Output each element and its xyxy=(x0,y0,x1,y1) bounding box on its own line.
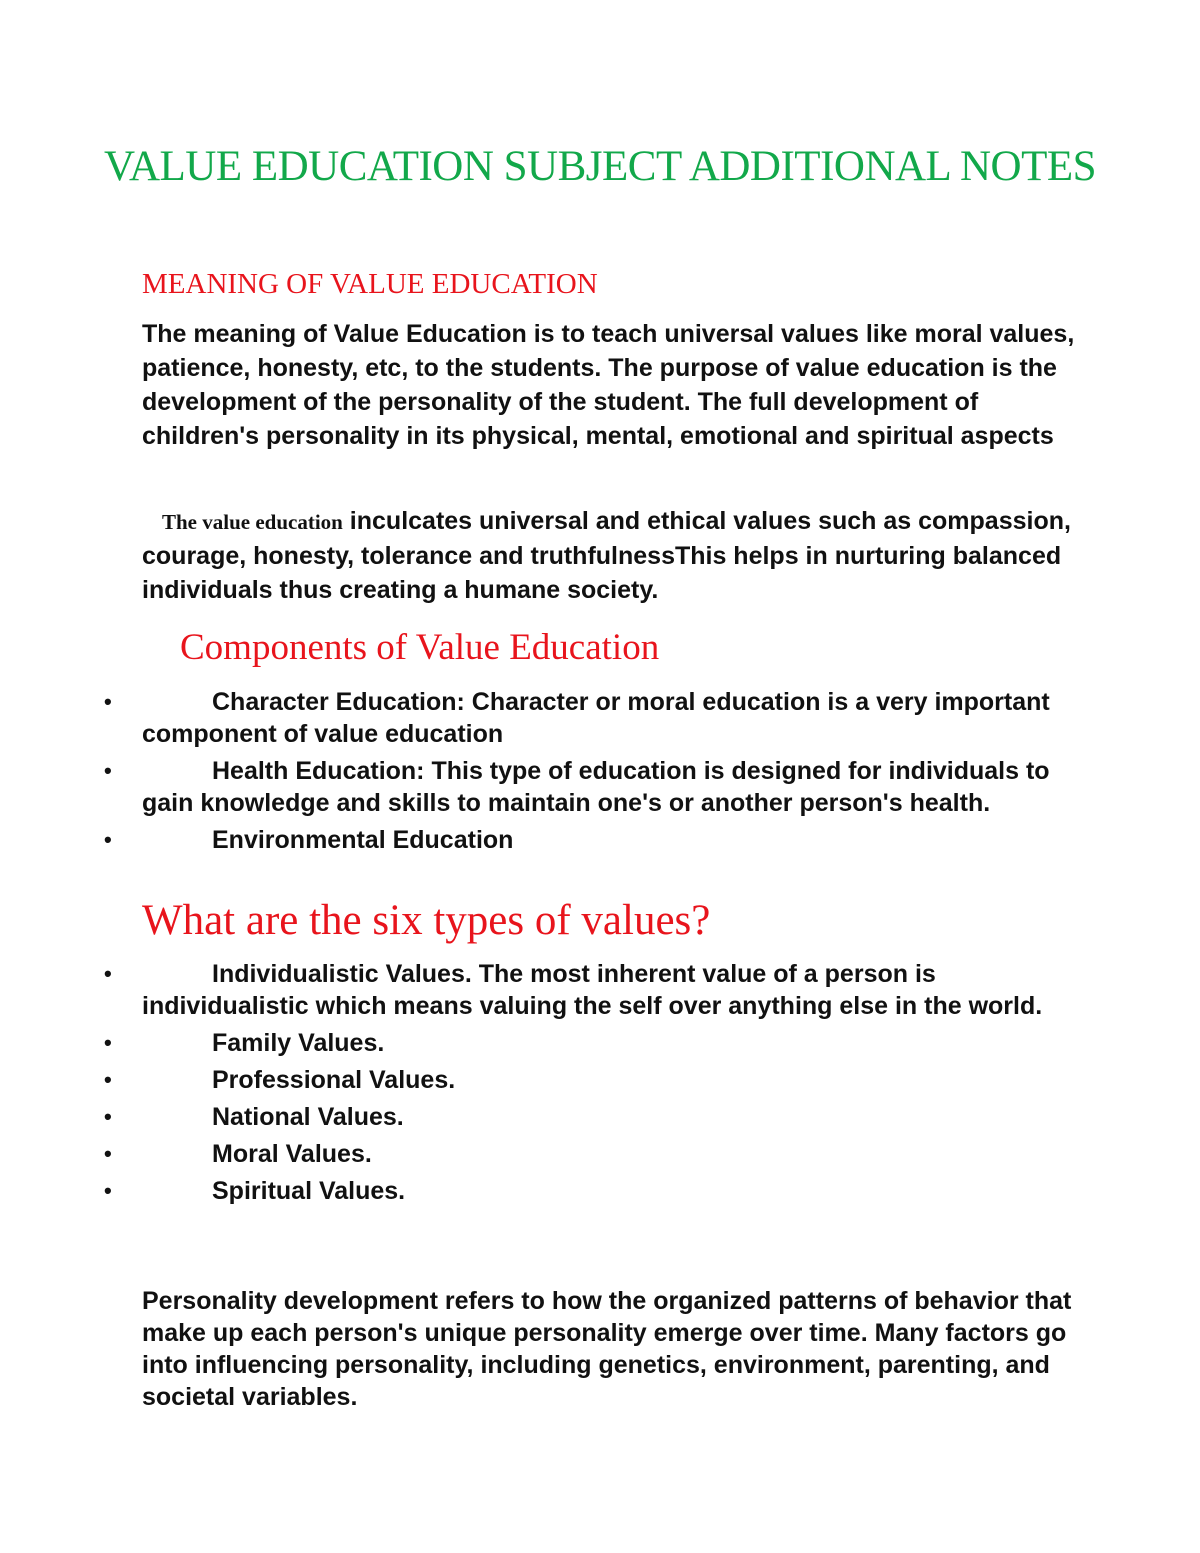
list-item-text: Family Values. xyxy=(212,1029,385,1057)
list-item-text: Spiritual Values. xyxy=(212,1177,406,1205)
list-item-text: Health Education: This type of education is designed for individuals to gain knowledge and skills to maintain one's or another person's health. xyxy=(142,757,1050,817)
personality-paragraph: Personality development refers to how the organized patterns of behavior that make up each person's unique personality emerge over time. Many factors go into influencing personality, including genetics, environment, parenting, and societal variables. xyxy=(142,1287,1072,1411)
value-education-paragraph xyxy=(142,504,1082,607)
list-item xyxy=(0,958,1100,1022)
list-item xyxy=(0,1175,1100,1207)
list-item-text: Professional Values. xyxy=(212,1066,456,1094)
list-item xyxy=(0,1138,1100,1170)
list-item-text: Individualistic Values. The most inherent value of a person is individualistic which means valuing the self over anything else in the world. xyxy=(142,960,1043,1020)
list-item xyxy=(0,755,1100,819)
list-item xyxy=(0,824,1100,856)
meaning-paragraph: The meaning of Value Education is to teach universal values like moral values, patience, honesty, etc, to the students. The purpose of value education is the development of the personality of the student. The full development of children's personality in its physical, mental, emotional and spiritual aspects xyxy=(142,320,1075,450)
list-item xyxy=(0,1027,1100,1059)
bullet-icon: • xyxy=(104,1141,112,1166)
list-item xyxy=(0,686,1100,750)
list-item-text: National Values. xyxy=(212,1103,404,1131)
bullet-icon: • xyxy=(104,689,112,714)
six-types-list xyxy=(0,958,1100,1212)
components-heading: Components of Value Education xyxy=(180,627,660,668)
value-education-lead: The value education xyxy=(162,510,343,534)
list-item-text: Environmental Education xyxy=(212,826,514,854)
list-item-text: Moral Values. xyxy=(212,1140,372,1168)
six-types-heading: What are the six types of values? xyxy=(142,897,711,944)
components-list xyxy=(0,686,1100,861)
list-item xyxy=(0,1064,1100,1096)
list-item-text: Character Education: Character or moral education is a very important component of value education xyxy=(142,688,1050,748)
bullet-icon: • xyxy=(104,1067,112,1092)
bullet-icon: • xyxy=(104,1178,112,1203)
bullet-icon: • xyxy=(104,961,112,986)
list-item xyxy=(0,1101,1100,1133)
meaning-heading: MEANING OF VALUE EDUCATION xyxy=(142,268,598,300)
value-education-rest: inculcates universal and ethical values such as compassion, courage, honesty, tolerance and truthfulnessThis helps in nurturing balanced individuals thus creating a humane society. xyxy=(142,507,1071,604)
bullet-icon: • xyxy=(104,827,112,852)
bullet-icon: • xyxy=(104,1030,112,1055)
bullet-icon: • xyxy=(104,758,112,783)
document-title: VALUE EDUCATION SUBJECT ADDITIONAL NOTES xyxy=(103,143,1097,190)
bullet-icon: • xyxy=(104,1104,112,1129)
